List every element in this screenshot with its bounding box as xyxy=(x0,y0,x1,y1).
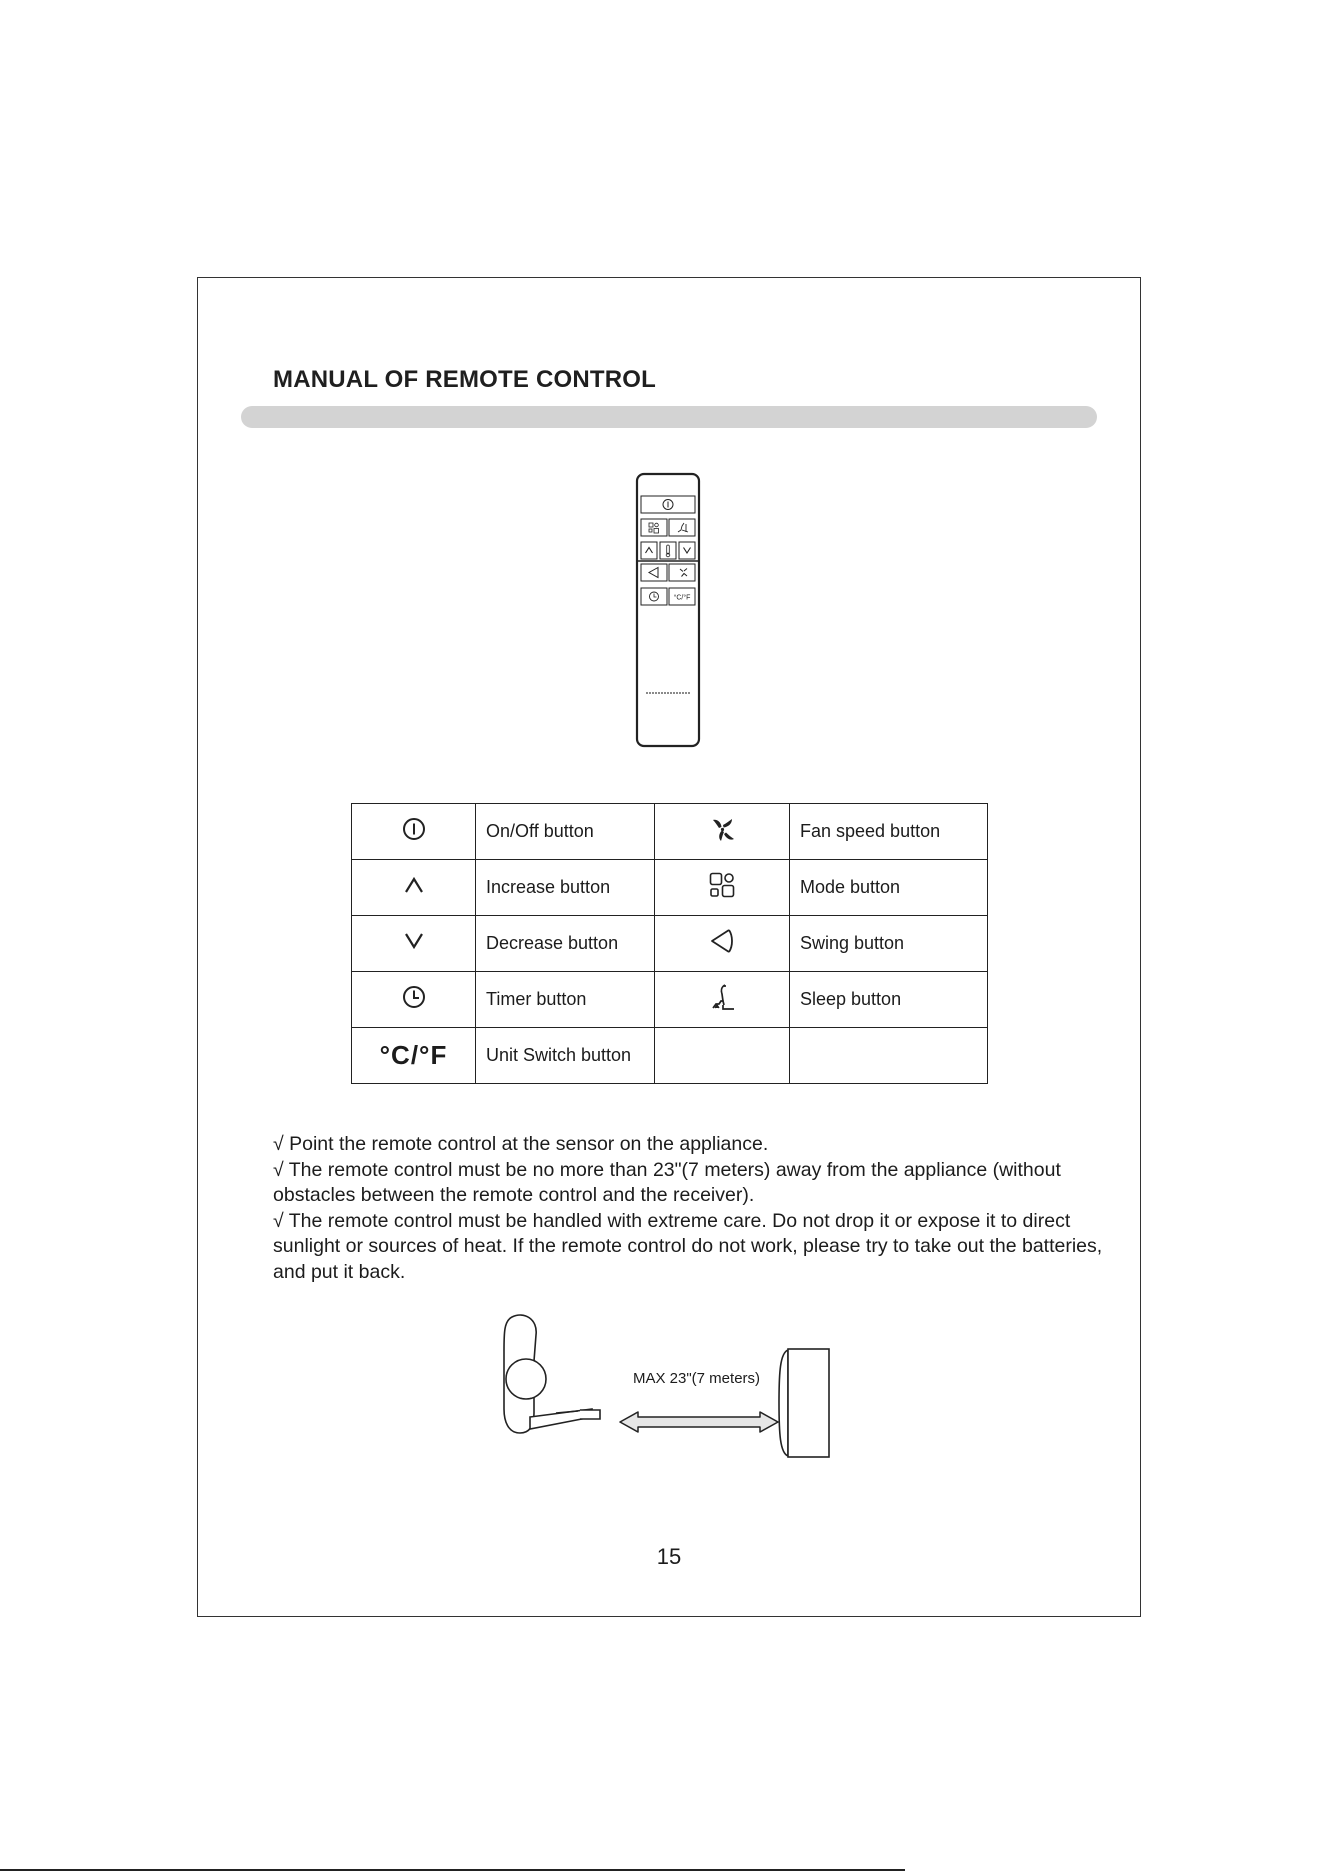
up-chevron-icon xyxy=(403,875,425,895)
table-row xyxy=(352,972,988,1028)
title-underline-bar xyxy=(241,406,1097,428)
usage-notes xyxy=(273,1132,1123,1285)
legend-icon-cell xyxy=(352,916,476,972)
note-item: √ The remote control must be handled with extreme care. Do not drop it or expose it to direct sunlight or sources of heat. If the remote control do not work, please try to take out the batteries, and put it back. xyxy=(273,1209,1103,1283)
legend-label: Unit Switch button xyxy=(476,1028,655,1084)
legend-label: Swing button xyxy=(790,916,988,972)
table-row xyxy=(352,860,988,916)
remote-power-button xyxy=(641,496,695,513)
legend-label: Increase button xyxy=(476,860,655,916)
table-row xyxy=(352,1028,988,1084)
remote-timer-button xyxy=(641,588,667,605)
swing-icon xyxy=(708,927,736,955)
legend-icon-cell xyxy=(352,972,476,1028)
bottom-rule xyxy=(0,1869,905,1871)
note-item: √ Point the remote control at the sensor on the appliance. xyxy=(273,1133,769,1155)
table-row xyxy=(352,804,988,860)
legend-icon-cell xyxy=(352,804,476,860)
remote-control-illustration xyxy=(632,472,704,750)
power-icon xyxy=(401,816,427,842)
remote-down-button xyxy=(679,542,695,559)
legend-icon-cell xyxy=(655,916,790,972)
legend-icon-cell xyxy=(655,972,790,1028)
mode-icon xyxy=(708,871,736,899)
remote-unit-switch-button xyxy=(669,588,695,605)
legend-icon-cell xyxy=(655,860,790,916)
fan-icon xyxy=(707,814,737,844)
double-arrow-icon xyxy=(620,1412,778,1432)
legend-label: Timer button xyxy=(476,972,655,1028)
appliance-icon xyxy=(779,1349,829,1457)
note-item: √ The remote control must be no more than 23"(7 meters) away from the appliance (without obstacles between the remote control and the receiver). xyxy=(273,1158,1061,1206)
svg-text:°C/°F: °C/°F xyxy=(673,594,691,602)
table-row xyxy=(352,916,988,972)
unit-switch-icon: °C/°F xyxy=(379,1040,448,1070)
legend-empty-cell xyxy=(790,1028,988,1084)
timer-icon xyxy=(401,984,427,1010)
legend-label: On/Off button xyxy=(476,804,655,860)
legend-label: Mode button xyxy=(790,860,988,916)
distance-illustration xyxy=(490,1313,830,1468)
remote-thermo-button xyxy=(660,542,676,559)
down-chevron-icon xyxy=(403,931,425,951)
button-legend-table xyxy=(351,803,988,1084)
remote-sleep-button xyxy=(669,519,695,536)
remote-up-button xyxy=(641,542,657,559)
legend-icon-cell xyxy=(655,804,790,860)
remote-swing-button xyxy=(641,564,667,581)
distance-label: MAX 23"(7 meters) xyxy=(633,1370,761,1387)
remote-mode-button xyxy=(641,519,667,536)
remote-fan-button xyxy=(669,564,695,581)
legend-icon-cell xyxy=(352,860,476,916)
legend-label: Fan speed button xyxy=(790,804,988,860)
legend-label: Decrease button xyxy=(476,916,655,972)
page-title: MANUAL OF REMOTE CONTROL xyxy=(273,366,656,393)
legend-empty-cell xyxy=(655,1028,790,1084)
legend-icon-cell xyxy=(352,1028,476,1084)
sleep-icon xyxy=(706,981,738,1013)
page-number: 15 xyxy=(656,1544,682,1569)
legend-label: Sleep button xyxy=(790,972,988,1028)
hand-holding-remote-icon xyxy=(504,1315,600,1433)
